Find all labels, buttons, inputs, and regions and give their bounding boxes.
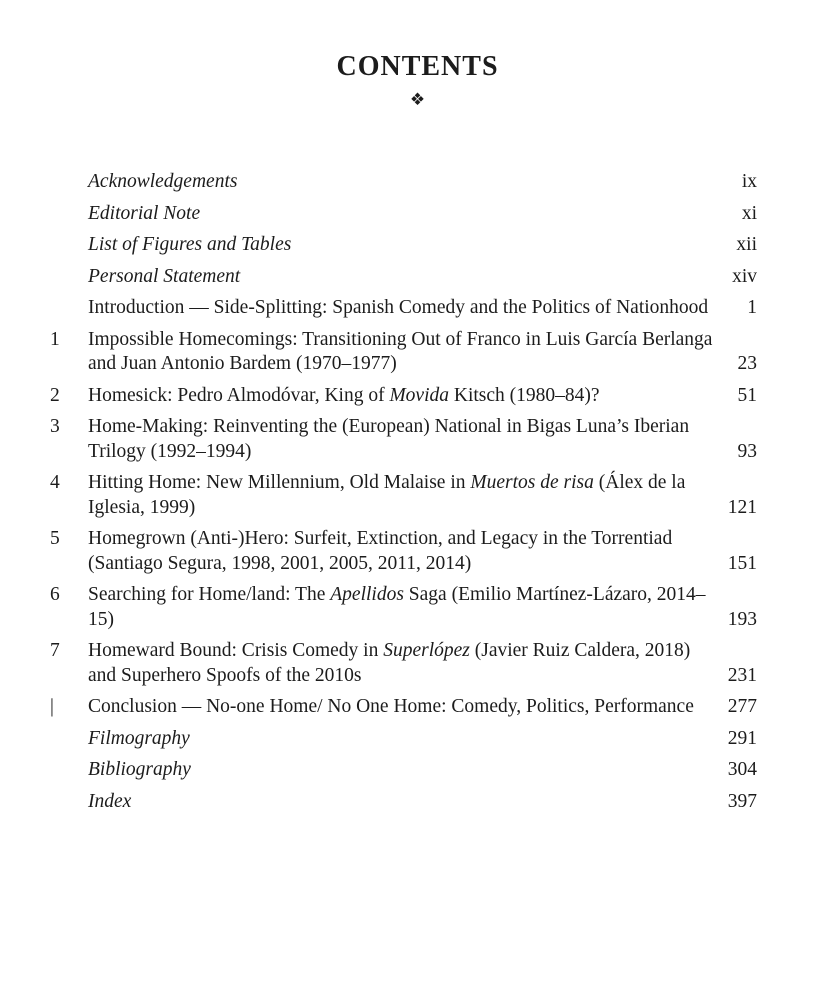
conclusion-marker: | <box>50 696 54 717</box>
title-text: (Álex de la Iglesia, 1999) <box>88 472 686 518</box>
toc-entry-acknowledgements[interactable] <box>0 170 835 195</box>
toc-entry-title: List of Figures and Tables <box>88 234 292 255</box>
toc-entry-page: 304 <box>727 759 757 780</box>
toc-entry-title: Bibliography <box>88 759 191 780</box>
toc-entry-index[interactable] <box>0 790 835 815</box>
title-text: Searching for Home/land: The <box>88 584 331 605</box>
title-text: Saga (Emilio Martínez-Lázaro, 2014–15) <box>88 584 706 630</box>
toc-entry-chapter-2[interactable] <box>0 384 835 409</box>
toc-entry-title: Homegrown (Anti-)Hero: Surfeit, Extinction, and Legacy in the Torrentiad (Santiago Segura, 1998, 2001, 2005, 2011, 2014) <box>88 528 673 574</box>
toc-entry-title: Acknowledgements <box>88 171 238 192</box>
title-text: Hitting Home: New Millennium, Old Malaise in <box>88 472 471 493</box>
toc-entry-page: 51 <box>737 384 757 406</box>
toc-entry-page: xiv <box>732 265 757 287</box>
toc-entry-page: 277 <box>727 696 757 717</box>
toc-entry-page: xi <box>741 202 757 224</box>
chapter-number: 6 <box>50 584 60 605</box>
chapter-number: 5 <box>50 528 60 549</box>
toc-entry-title <box>88 471 713 520</box>
toc-entry-chapter-1[interactable] <box>0 328 835 377</box>
title-text: Homesick: Pedro Almodóvar, King of <box>88 384 390 406</box>
toc-entry-title: Filmography <box>88 727 190 749</box>
toc-entry-editorial-note[interactable] <box>0 202 835 227</box>
title-italic-text: Muertos de risa <box>470 472 594 493</box>
toc-entry-conclusion[interactable] <box>0 695 835 720</box>
toc-entry-page: 193 <box>727 608 757 630</box>
chapter-number: 4 <box>50 472 60 493</box>
toc-entry-title: Impossible Homecomings: Transitioning Out of Franco in Luis García Berlanga and Juan Antonio Bardem (1970–1977) <box>88 328 713 374</box>
toc-entry-page: 397 <box>727 790 757 812</box>
ornament-icon: ❖ <box>409 90 426 109</box>
toc-entry-filmography[interactable] <box>0 727 835 752</box>
title-text: Kitsch (1980–84)? <box>449 384 600 406</box>
toc-entry-introduction[interactable] <box>0 296 835 321</box>
toc-entry-chapter-7[interactable] <box>0 639 835 688</box>
toc-entry-page: 121 <box>727 496 757 518</box>
toc-entry-page: 23 <box>737 353 757 374</box>
toc-entry-page: ix <box>741 171 757 192</box>
chapter-number: 7 <box>50 640 60 661</box>
toc-entry-title <box>88 583 713 632</box>
toc-entry-page: 291 <box>727 727 757 749</box>
page-title: CONTENTS <box>336 51 499 82</box>
toc-entry-page: 231 <box>727 664 757 686</box>
toc-entry-chapter-3[interactable] <box>0 415 835 464</box>
toc-entry-title <box>88 384 713 409</box>
toc-entry-title: Index <box>88 790 132 812</box>
toc-entry-personal-statement[interactable] <box>0 265 835 290</box>
toc-entry-page: xii <box>736 234 757 255</box>
table-of-contents <box>0 170 835 821</box>
chapter-number: 2 <box>50 384 60 406</box>
toc-entry-chapter-6[interactable] <box>0 583 835 632</box>
toc-entry-bibliography[interactable] <box>0 758 835 783</box>
toc-entry-page: 151 <box>727 552 757 574</box>
toc-entry-title: Personal Statement <box>88 265 241 287</box>
toc-entry-title: Editorial Note <box>88 202 201 224</box>
title-italic-text: Movida <box>389 384 450 406</box>
chapter-number: 3 <box>50 416 60 437</box>
title-italic-text: Superlópez <box>383 640 470 661</box>
toc-entry-title: Home-Making: Reinventing the (European) National in Bigas Luna’s Iberian Trilogy (1992–1994) <box>88 416 690 462</box>
title-text: (Javier Ruiz Caldera, 2018) and Superhero Spoofs of the 2010s <box>88 640 691 686</box>
toc-entry-title: Introduction — Side-Splitting: Spanish Comedy and the Politics of Nationhood <box>88 297 709 318</box>
title-text: Homeward Bound: Crisis Comedy in <box>88 640 384 661</box>
toc-entry-title <box>88 639 713 688</box>
toc-entry-page: 93 <box>737 440 757 462</box>
title-italic-text: Apellidos <box>330 584 404 605</box>
toc-entry-chapter-4[interactable] <box>0 471 835 520</box>
toc-entry-list-of-figures[interactable] <box>0 233 835 258</box>
toc-entry-page: 1 <box>747 297 757 318</box>
chapter-number: 1 <box>50 328 60 350</box>
toc-entry-title: Conclusion — No-one Home/ No One Home: Comedy, Politics, Performance <box>88 696 694 717</box>
toc-entry-chapter-5[interactable] <box>0 527 835 576</box>
